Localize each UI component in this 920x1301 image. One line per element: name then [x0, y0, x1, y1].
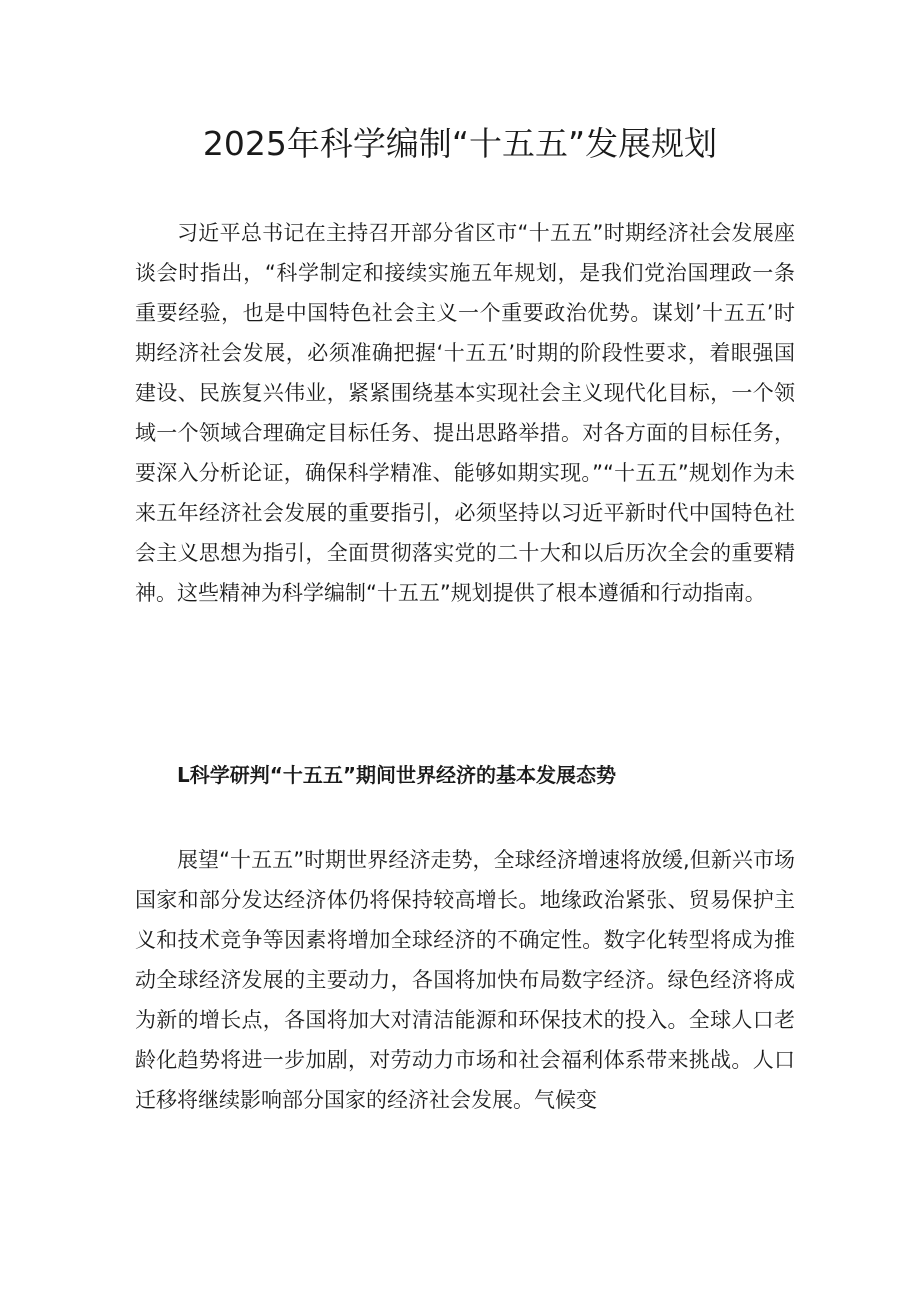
paragraph-intro: 习近平总书记在主持召开部分省区市“十五五”时期经济社会发展座谈会时指出，“科学制定和接续实施五年规划，是我们党治国理政一条重要经验，也是中国特色社会主义一个重要政治优势。谋划’十五五’时期经济社会发展，必须准确把握‘十五五’时期的阶段性要求，着眼强国建设、民族复兴伟业，紧紧围绕基本实现社会主义现代化目标，一个领域一个领域合理确定目标任务、提出思路举措。对各方面的目标任务，要深入分析论证，确保科学精准、能够如期实现。”“十五五”规划作为未来五年经济社会发展的重要指引，必须坚持以习近平新时代中国特色社会主义思想为指引，全面贯彻落实党的二十大和以后历次全会的重要精神。这些精神为科学编制“十五五”规划提供了根本遵循和行动指南。: [135, 221, 795, 605]
section-heading: L科学研判“十五五”期间世界经济的基本发展态势: [177, 763, 617, 787]
paragraph-world-economy: 展望“十五五”时期世界经济走势，全球经济增速将放缓,但新兴市场国家和部分发达经济体仍将保持较高增长。地缘政治紧张、贸易保护主义和技术竞争等因素将增加全球经济的不确定性。数字化转型将成为推动全球经济发展的主要动力，各国将加快布局数字经济。绿色经济将成为新的增长点，各国将加大对清洁能源和环保技术的投入。全球人口老龄化趋势将进一步加剧，对劳动力市场和社会福利体系带来挑战。人口迁移将继续影响部分国家的经济社会发展。气候变: [135, 848, 795, 1112]
document-title: 2025年科学编制“十五五”发展规划: [202, 124, 718, 163]
